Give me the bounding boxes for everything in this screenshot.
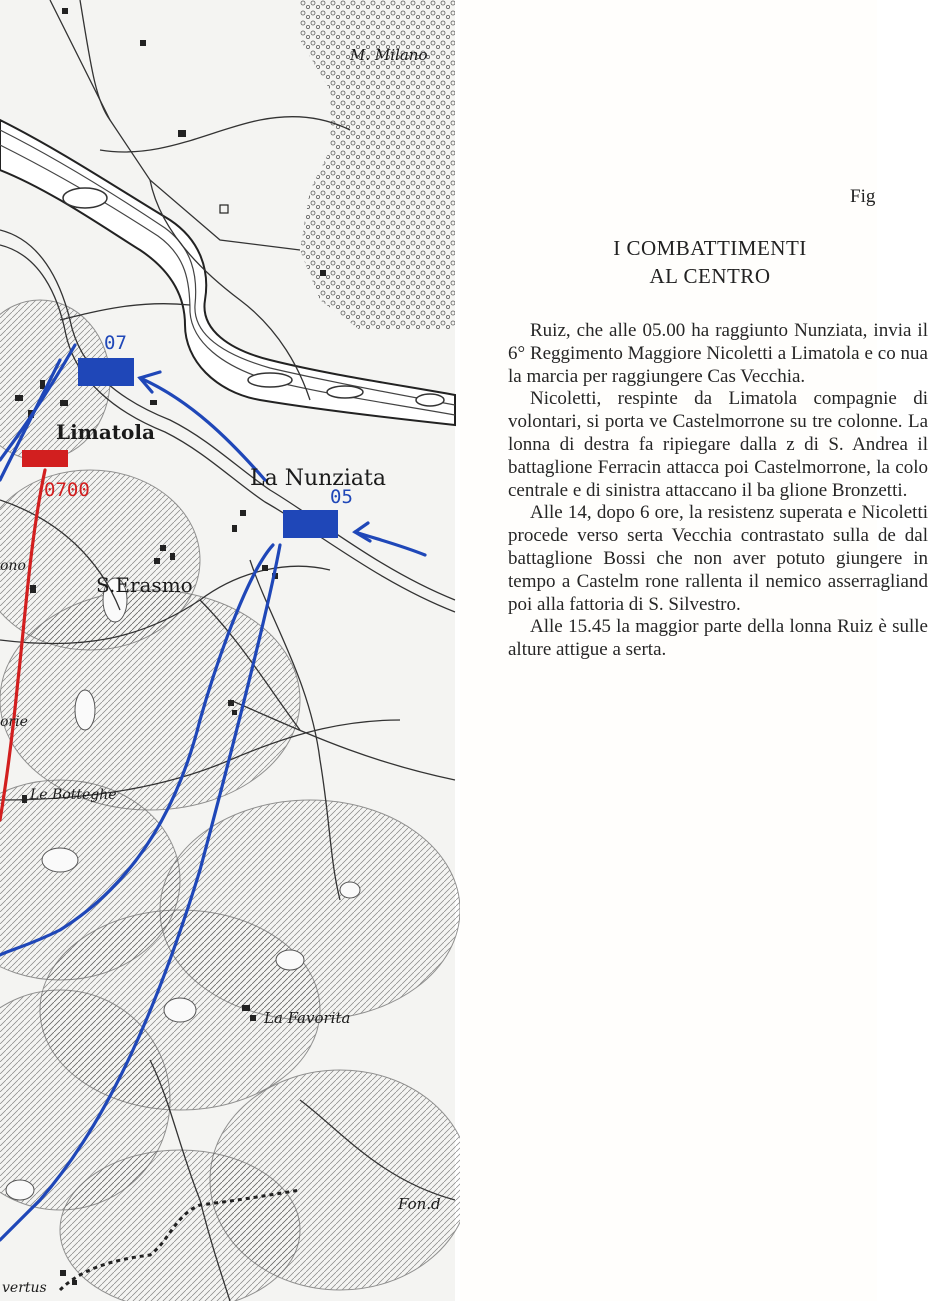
- text-page: [460, 0, 928, 1301]
- paragraph: Nicoletti, respinte da Limatola compagnie di volontari, si porta ve Castelmorrone su tre colonne. La lonna di destra fa ripiegare dalla z di S. Andrea il battaglione Ferracin attacca poi Castelmorrone, la colo centrale e di sinistra attaccano il ba glione Bronzetti.: [508, 388, 928, 501]
- title-line-1: I COMBATTIMENTI: [613, 236, 807, 260]
- paragraph: Alle 14, dopo 6 ore, la resistenz superata e Nicoletti procede verso serta Vecchia contrastato sulla de dal battaglione Bossi che non aver potuto giungere in tempo a Castelm rone rallenta il nemico asserragliand poi alla fattoria di S. Silvestro.: [508, 502, 928, 615]
- place-m-milano: M. Milano: [350, 46, 428, 64]
- place-ono: ono: [0, 558, 26, 574]
- place-vertus: vertus: [2, 1280, 47, 1296]
- place-orie: orie: [0, 714, 28, 730]
- historical-map: [0, 0, 455, 1301]
- place-s-erasmo: S.Erasmo: [96, 573, 193, 597]
- paragraph: Ruiz, che alle 05.00 ha raggiunto Nunziata, invia il 6° Reggimento Maggiore Nicoletti a Limatola e co nua la marcia per raggiungere Cas Vecchia.: [508, 320, 928, 387]
- title-line-2: AL CENTRO: [649, 264, 771, 288]
- unit-label-0700: 0700: [44, 479, 90, 501]
- blue-unit-05: [283, 510, 338, 538]
- red-unit: [22, 450, 68, 467]
- place-le-botteghe: Le Botteghe: [30, 787, 117, 803]
- place-fon-d: Fon.d: [398, 1195, 441, 1213]
- paragraph: Alle 15.45 la maggior parte della lonna Ruiz è sulle alture attigue a serta.: [508, 616, 928, 661]
- unit-label-07: 07: [104, 332, 127, 354]
- place-la-favorita: La Favorita: [264, 1009, 351, 1027]
- place-la-nunziata: La Nunziata: [250, 466, 387, 491]
- unit-label-05: 05: [330, 486, 353, 508]
- blue-unit-07: [78, 358, 134, 386]
- body-text: [508, 320, 928, 662]
- figure-label: Fig: [850, 186, 876, 207]
- map-drawing: [0, 0, 455, 1301]
- place-limatola: Limatola: [56, 420, 155, 444]
